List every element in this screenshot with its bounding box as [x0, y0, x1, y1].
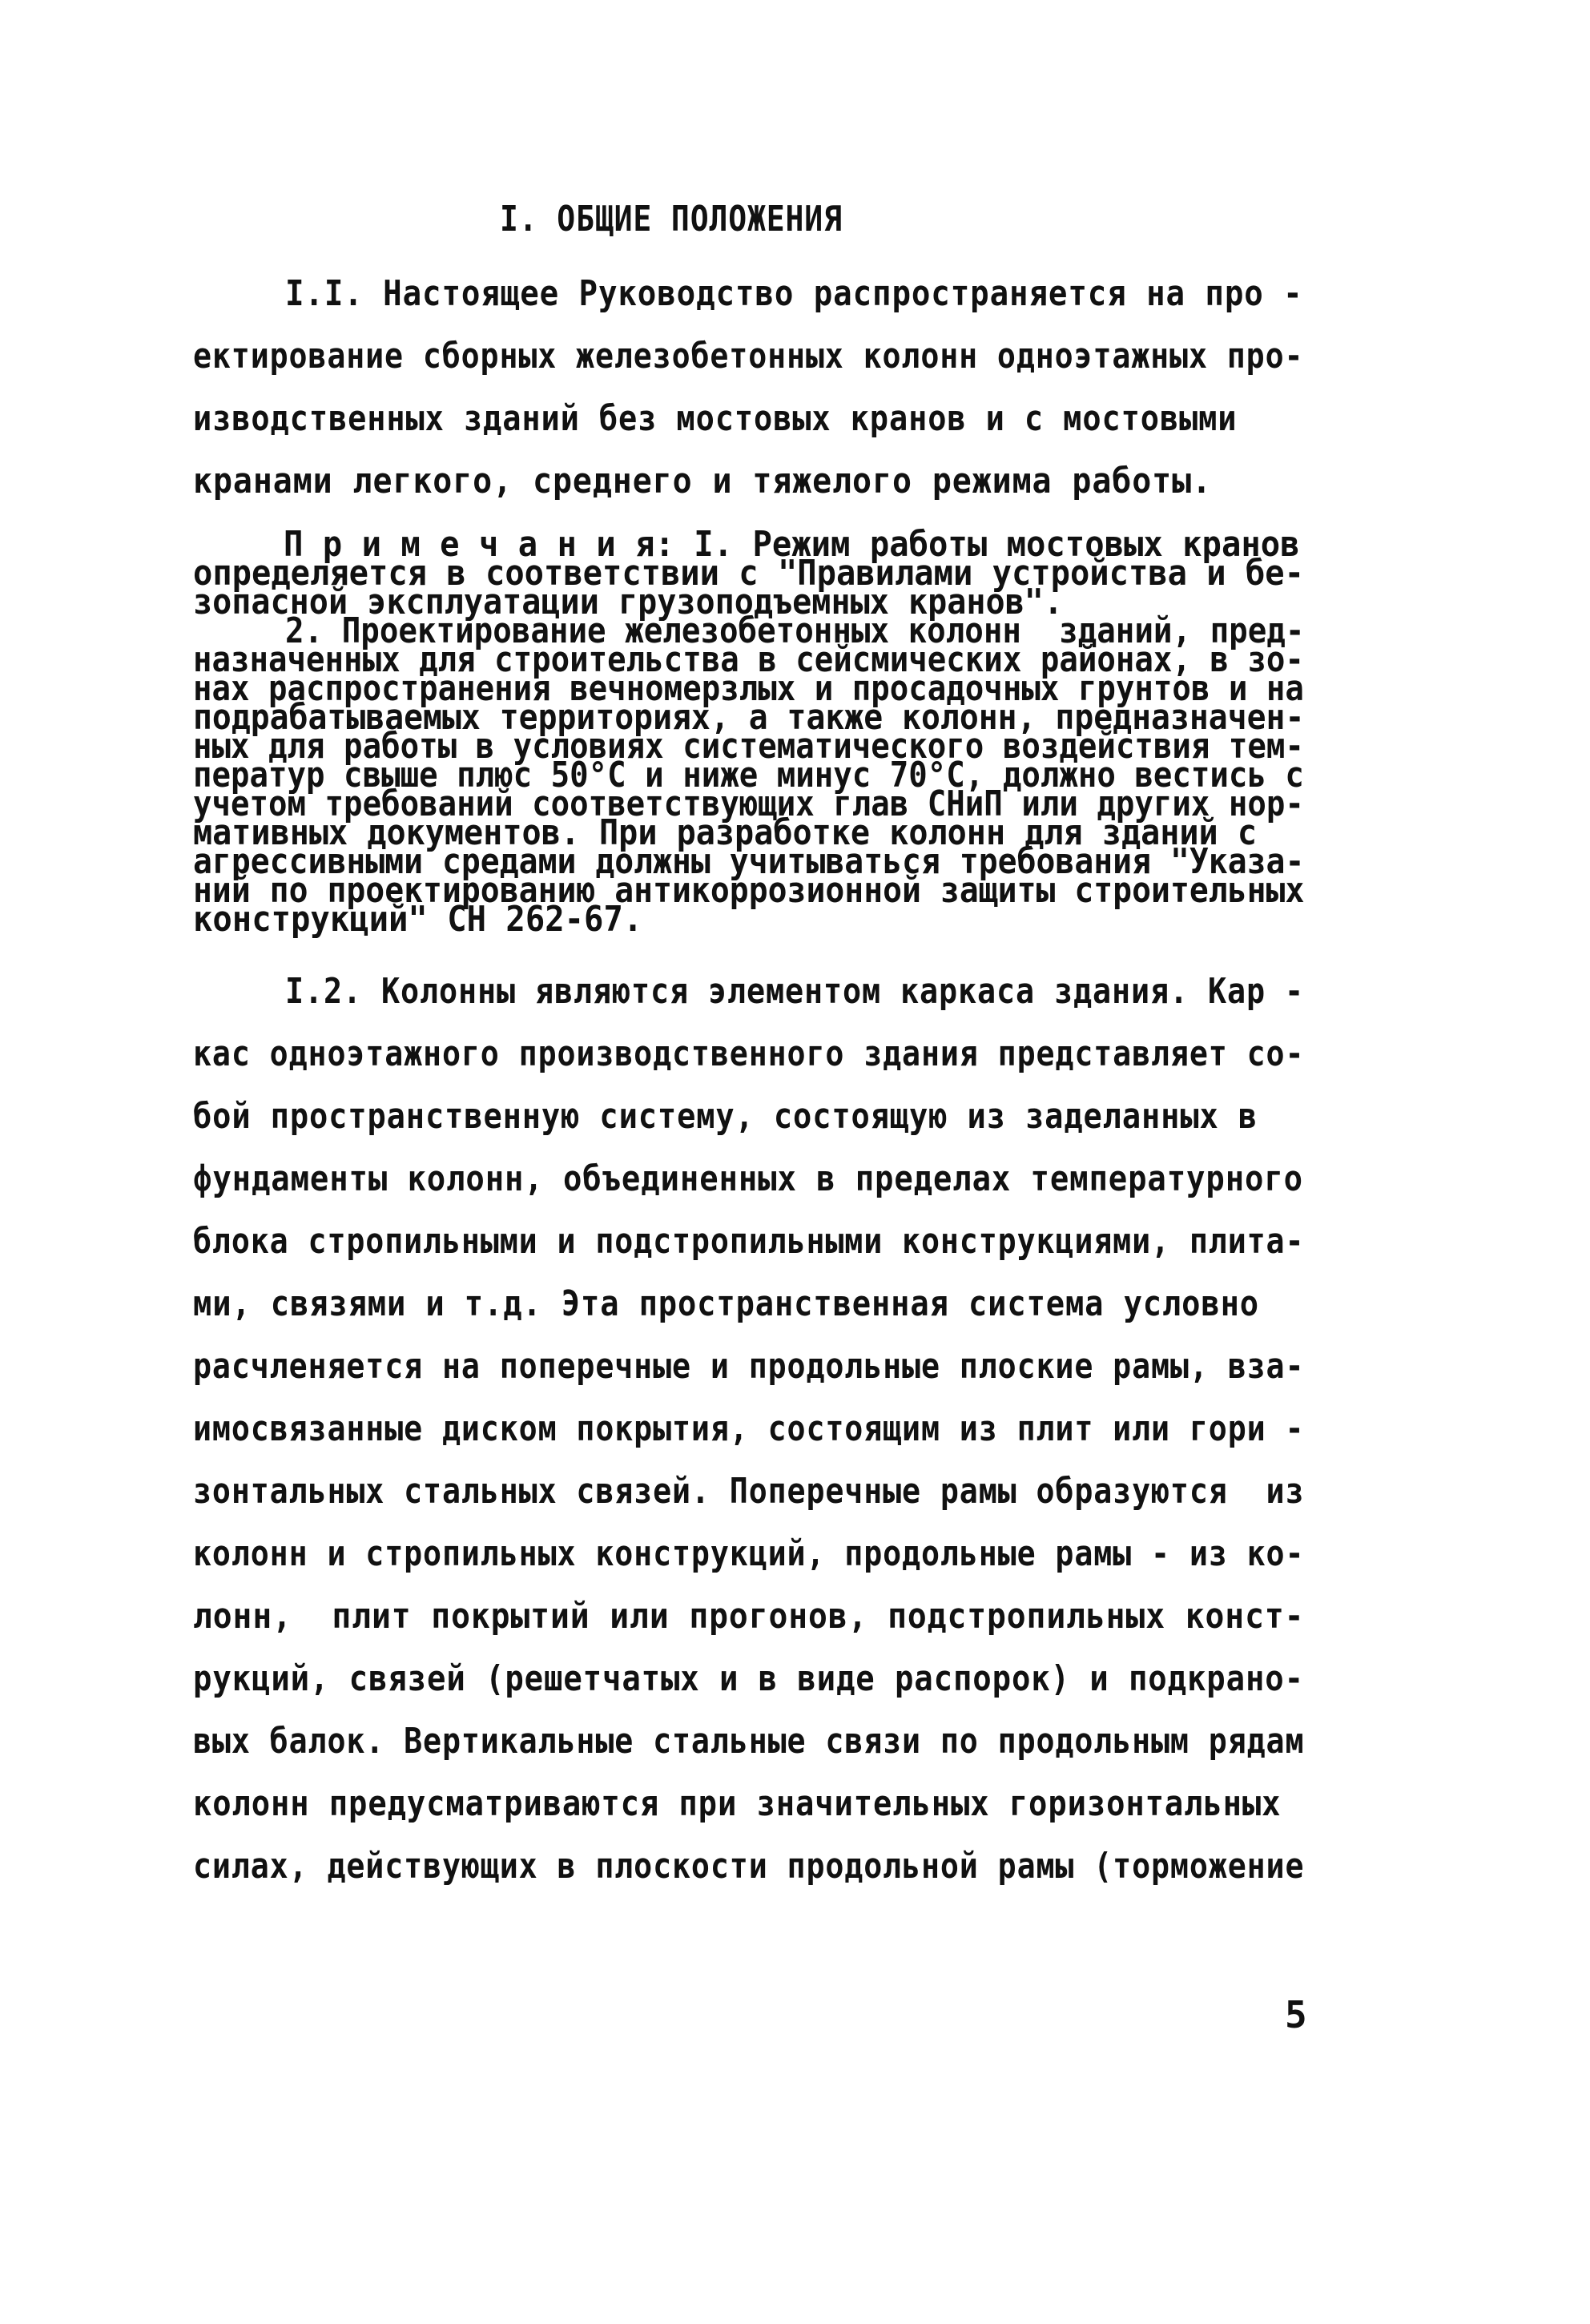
note-line: ператур свыше плюс 50°С и ниже минус 70°С, должно вестись с [193, 755, 1304, 795]
paragraph-line: зонтальных стальных связей. Поперечные рамы образуются из [193, 1471, 1305, 1512]
paragraph-line: имосвязанные диском покрытия, состоящим из плит или гори - [193, 1408, 1305, 1449]
paragraph-line: фундаменты колонн, объединенных в пределах температурного [193, 1158, 1303, 1199]
paragraph-line: рукций, связей (решетчатых и в виде распорок) и подкрано- [193, 1658, 1304, 1699]
note-line: подрабатываемых территориях, а также колонн, предназначен- [193, 697, 1305, 738]
note-line: агрессивными средами должны учитываться требования "Указа- [193, 841, 1305, 882]
paragraph-line: колонн предусматриваются при значительных горизонтальных [193, 1783, 1282, 1824]
note-line: нах распространения вечномерзлых и просадочных грунтов и на [193, 668, 1304, 709]
paragraph-line: колонн и стропильных конструкций, продольные рамы - из ко- [193, 1533, 1305, 1574]
paragraph-line: лонн, плит покрытий или прогонов, подстропильных конст- [193, 1596, 1305, 1637]
paragraph-line: расчленяется на поперечные и продольные плоские рамы, вза- [193, 1346, 1305, 1387]
paragraph-line: силах, действующих в плоскости продольной рамы (торможение [193, 1846, 1305, 1887]
note-line: зопасной эксплуатации грузоподъемных кранов". [193, 582, 1064, 622]
paragraph-line: I.I. Настоящее Руководство распространяется на про - [285, 273, 1303, 314]
paragraph-line: ми, связями и т.д. Эта пространственная система условно [193, 1283, 1259, 1324]
paragraph-line: бой пространственную систему, состоящую из заделанных в [193, 1096, 1258, 1137]
page-number: 5 [1285, 1993, 1307, 2036]
note-line: 2. Проектирование железобетонных колонн зданий, пред- [285, 610, 1305, 651]
section-heading: I. ОБЩИЕ ПОЛОЖЕНИЯ [500, 199, 843, 240]
paragraph-line: изводственных зданий без мостовых кранов и с мостовыми [193, 398, 1238, 439]
paragraph-line: вых балок. Вертикальные стальные связи по продольным рядам [193, 1721, 1305, 1762]
note-line: определяется в соответствии с "Правилами устройства и бе- [193, 553, 1304, 594]
note-line: мативных документов. При разработке колонн для зданий с [193, 812, 1257, 853]
note-line: назначенных для строительства в сейсмических районах, в зо- [193, 639, 1304, 680]
note-line: ний по проектированию антикоррозионной защиты строительных [193, 870, 1305, 911]
note-line: ных для работы в условиях систематического воздействия тем- [193, 726, 1304, 767]
note-line: учетом требований соответствующих глав СНиП или других нор- [193, 783, 1304, 824]
paragraph-line: ектирование сборных железобетонных колонн одноэтажных про- [193, 336, 1304, 377]
paragraph-line: кранами легкого, среднего и тяжелого режима работы. [193, 461, 1213, 501]
note-line: П р и м е ч а н и я: I. Режим работы мостовых кранов [284, 524, 1300, 565]
paragraph-line: кас одноэтажного производственного здания представляет со- [193, 1033, 1305, 1074]
paragraph-line: блока стропильными и подстропильными конструкциями, плита- [193, 1221, 1305, 1262]
paragraph-line: I.2. Колонны являются элементом каркаса здания. Кар - [285, 971, 1304, 1012]
note-line: конструкций" СН 262-67. [193, 899, 643, 940]
